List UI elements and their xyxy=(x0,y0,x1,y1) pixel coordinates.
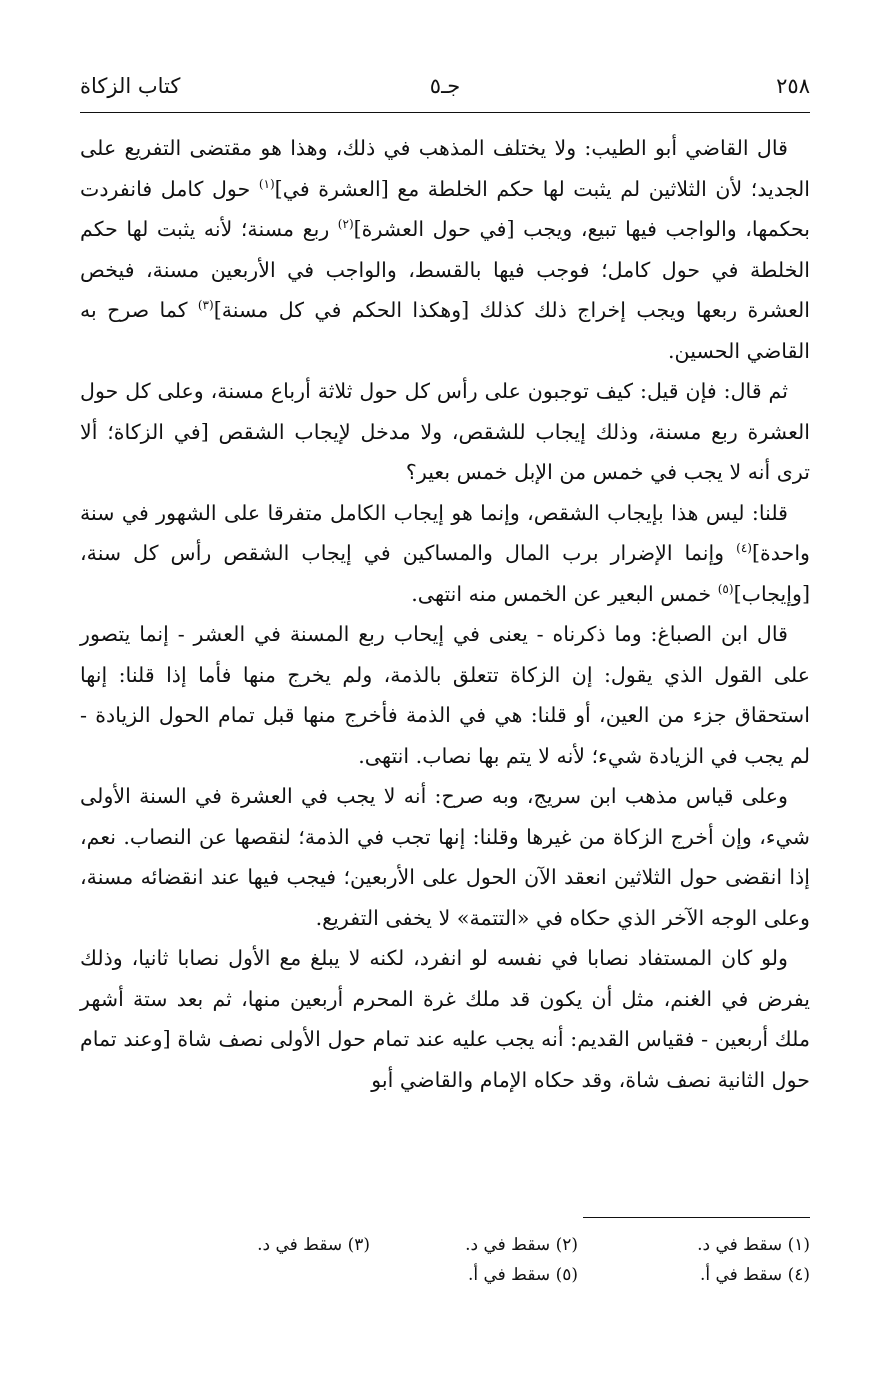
footnote-ref: (٢) xyxy=(337,217,354,232)
main-text xyxy=(80,128,810,1100)
footnote-ref: (٣) xyxy=(197,298,214,313)
footnotes xyxy=(80,1230,810,1290)
footnote-text: سقط في أ. xyxy=(699,1265,783,1285)
book-title: كتاب الزكاة xyxy=(80,74,181,98)
footnote-number: (٣) xyxy=(347,1235,370,1255)
footnote-number: (٤) xyxy=(787,1265,810,1285)
footnote-item xyxy=(700,1260,810,1290)
header-divider xyxy=(80,112,810,113)
paragraph xyxy=(80,938,810,1100)
footnote-item xyxy=(257,1230,370,1260)
text-run: قال ابن الصباغ: وما ذكرناه - يعنى في إيحاب ربع المسنة في العشر - إنما يتصور على القول الذي يقول: إن الزكاة تتعلق بالذمة، ولم يخرج منها فأما إذا قلنا: إنها استحقاق جزء من العين، أو قلنا: هي في الذمة فأخرج منها قبل تمام الحول الزيادة - لم يجب في الزيادة شيء؛ لأنه لا يتم بها نصاب. انتهى. xyxy=(80,622,810,768)
text-run: ولو كان المستفاد نصابا في نفسه لو انفرد، لكنه لا يبلغ مع الأول نصابا ثانيا، وذلك يفرض في الغنم، مثل أن يكون قد ملك غرة المحرم أربعين منها، ثم بعد ستة أشهر ملك أربعين - فقياس القديم: أنه يجب عليه عند تمام حول الأولى نصف شاة [وعند تمام حول الثانية نصف شاة، وقد حكاه الإمام والقاضي أبو xyxy=(80,946,810,1092)
text-run: خمس البعير عن الخمس منه انتهى. xyxy=(411,581,718,606)
paragraph xyxy=(80,128,810,371)
footnote-text: سقط في د. xyxy=(465,1235,551,1255)
footnote-number: (٢) xyxy=(555,1235,578,1255)
footnote-number: (٥) xyxy=(555,1265,578,1285)
paragraph xyxy=(80,493,810,615)
footnote-ref: (٥) xyxy=(717,581,734,596)
footnote-item xyxy=(468,1260,578,1290)
footnote-item xyxy=(465,1230,578,1260)
page-number: ٢٥٨ xyxy=(776,74,810,98)
footnote-number: (١) xyxy=(787,1235,810,1255)
footnote-divider xyxy=(583,1217,810,1218)
footnote-ref: (١) xyxy=(258,176,275,191)
volume-label: جـ٥ xyxy=(429,74,461,98)
text-run: قال القاضي أبو الطيب: ولا يختلف المذهب في ذلك، وهذا هو مقتضى التفريع على الجديد؛ لأن الثلاثين لم يثبت لها حكم الخلطة مع [العشرة في] xyxy=(80,136,810,201)
footnote-text: سقط في د. xyxy=(257,1235,343,1255)
text-run: حول كامل فانفردت بحكمها، والواجب فيها تبيع، ويجب [في حول العشرة] xyxy=(80,176,810,241)
paragraph xyxy=(80,776,810,938)
paragraph xyxy=(80,371,810,493)
text-run: كما صرح به القاضي الحسين. xyxy=(80,298,810,363)
text-run: قلنا: ليس هذا بإيجاب الشقص، وإنما هو إيجاب الكامل متفرقا على الشهور في سنة واحدة] xyxy=(80,500,810,565)
text-run: وإنما الإضرار برب المال والمساكين في إيجاب الشقص رأس كل سنة، [وإيجاب] xyxy=(80,541,810,606)
paragraph xyxy=(80,614,810,776)
footnote-ref: (٤) xyxy=(736,541,752,556)
footnote-text: سقط في د. xyxy=(697,1235,783,1255)
text-run: وعلى قياس مذهب ابن سريج، وبه صرح: أنه لا يجب في العشرة في السنة الأولى شيء، وإن أخرج الزكاة من غيرها وقلنا: إنها تجب في الذمة؛ لنقصها عن النصاب. نعم، إذا انقضى حول الثلاثين انعقد الآن الحول على الأربعين؛ فيجب فيها عند انقضائه مسنة، وعلى الوجه الآخر الذي حكاه في «التتمة» لا يخفى التفريع. xyxy=(80,784,810,930)
text-run: ربع مسنة؛ لأنه يثبت لها حكم الخلطة في حول كامل؛ فوجب فيها بالقسط، والواجب في الأربعين مسنة، فيخص العشرة ربعها ويجب إخراج ذلك كذلك [وهكذا الحكم في كل مسنة] xyxy=(80,217,810,322)
footnote-row xyxy=(80,1230,810,1260)
footnote-text: سقط في أ. xyxy=(467,1265,551,1285)
footnote-row xyxy=(80,1260,810,1290)
footnote-item xyxy=(697,1230,810,1260)
page-header xyxy=(80,66,810,106)
text-run: ثم قال: فإن قيل: كيف توجبون على رأس كل حول ثلاثة أرباع مسنة، وعلى كل حول العشرة ربع مسنة، وذلك إيجاب للشقص، ولا مدخل لإيجاب الشقص [في الزكاة؛ ألا ترى أنه لا يجب في خمس من الإبل خمس بعير؟ xyxy=(80,379,810,484)
